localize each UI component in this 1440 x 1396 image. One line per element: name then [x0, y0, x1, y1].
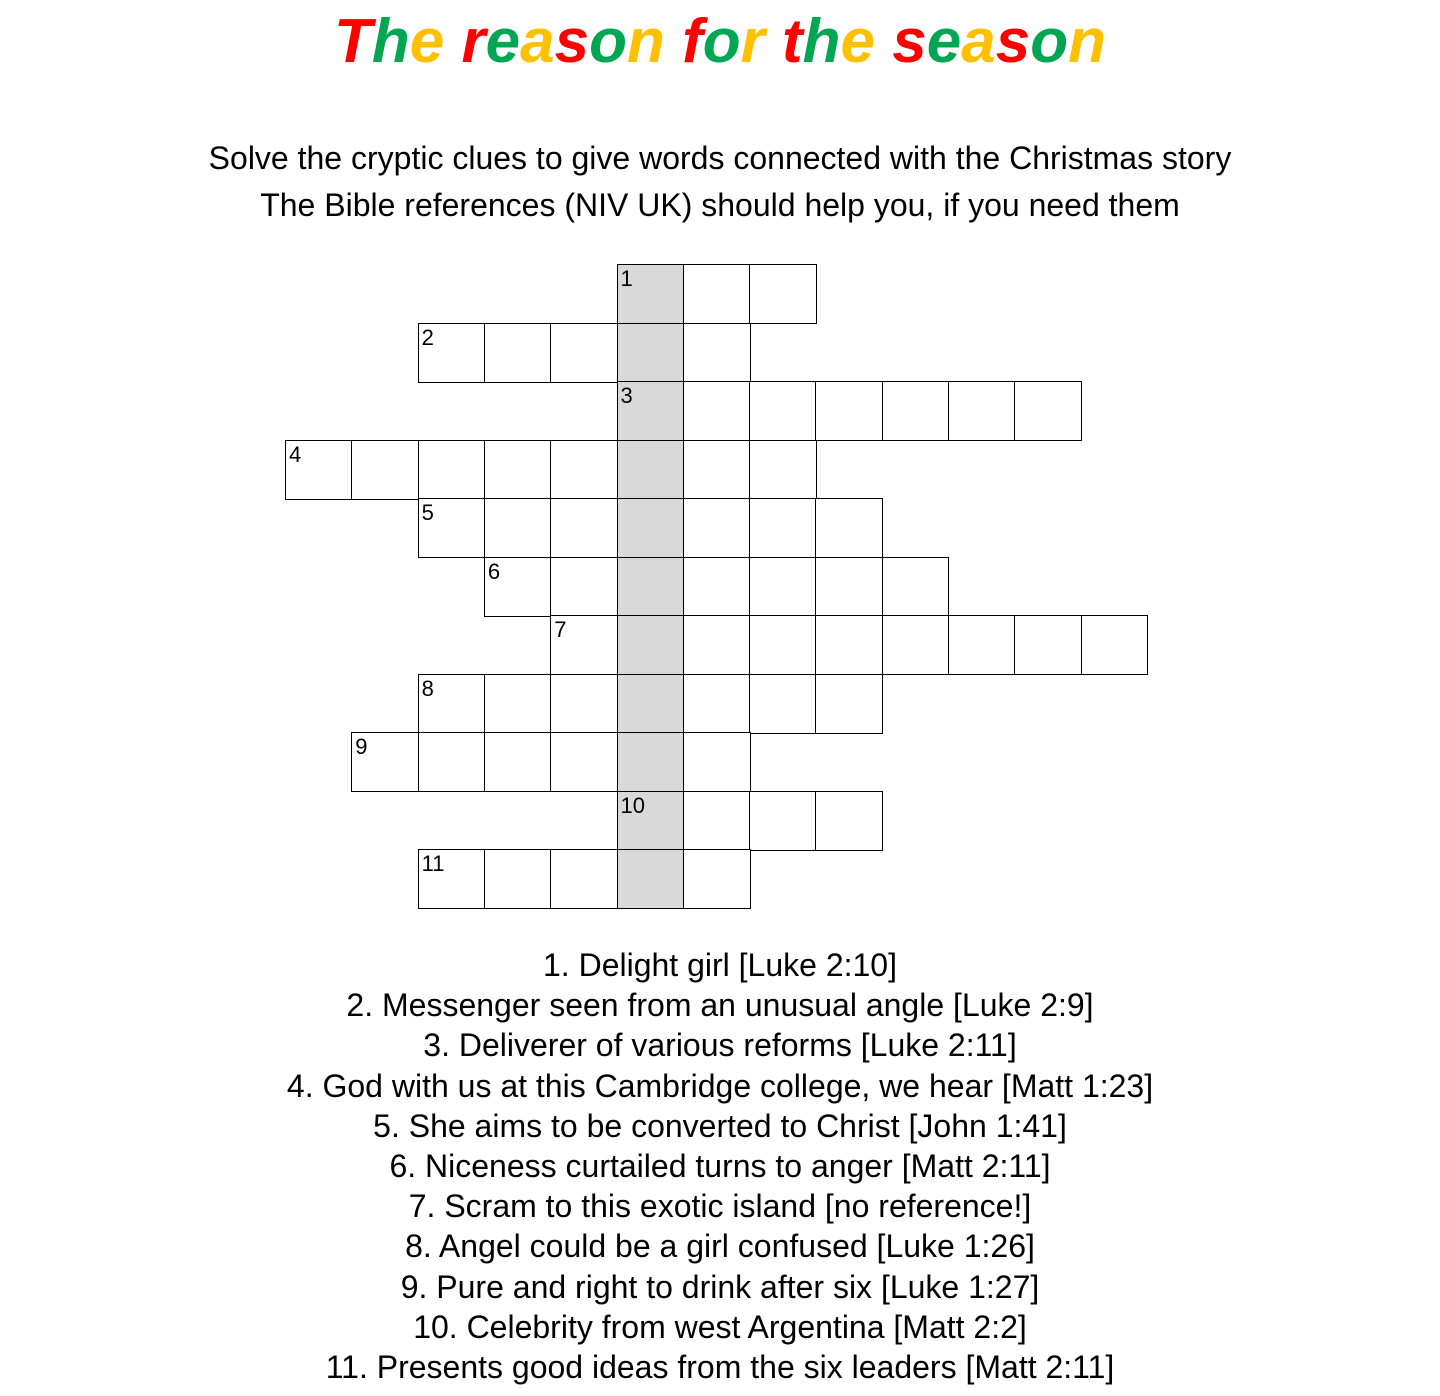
clue-item: 9. Pure and right to drink after six [Luke 1:27] [400, 1268, 1040, 1305]
clue-number: 3 [620, 383, 633, 408]
grid-cell[interactable] [550, 557, 618, 617]
grid-cell[interactable] [550, 615, 618, 675]
page-title [0, 4, 1440, 80]
grid-cell[interactable] [418, 498, 486, 558]
grid-cell[interactable] [550, 323, 618, 383]
grid-cell[interactable] [749, 381, 817, 441]
grid-cell[interactable] [351, 440, 419, 500]
title-letter [444, 7, 461, 76]
grid-cell[interactable] [815, 381, 883, 441]
intro-line: The Bible references (NIV UK) should help you, if you need them [260, 187, 1180, 223]
title-letter: a [520, 7, 555, 76]
grid-cell[interactable] [948, 615, 1016, 675]
grid-cell[interactable] [418, 440, 486, 500]
grid-cell[interactable] [749, 440, 817, 500]
grid-cell[interactable] [749, 264, 817, 324]
grid-cell-shaded[interactable] [617, 498, 685, 558]
grid-cell[interactable] [1081, 615, 1149, 675]
title-letter: T [334, 7, 372, 76]
grid-cell[interactable] [683, 264, 751, 324]
clue-item: 8. Angel could be a girl confused [Luke 1:26] [405, 1228, 1035, 1265]
title-letter: r [740, 7, 765, 76]
grid-cell[interactable] [683, 732, 751, 792]
title-letter: t [782, 7, 803, 76]
grid-cell[interactable] [550, 498, 618, 558]
grid-cell[interactable] [683, 849, 751, 909]
intro-text [0, 135, 1440, 229]
title-letter: n [1068, 7, 1106, 76]
grid-cell[interactable] [882, 557, 950, 617]
grid-cell[interactable] [484, 849, 552, 909]
title-letter: o [589, 7, 627, 76]
title-letter [765, 7, 782, 76]
grid-cell-shaded[interactable] [617, 849, 685, 909]
title-letter: s [892, 7, 927, 76]
grid-cell[interactable] [550, 440, 618, 500]
grid-cell[interactable] [815, 498, 883, 558]
grid-cell[interactable] [749, 498, 817, 558]
grid-cell-shaded[interactable] [617, 615, 685, 675]
grid-cell[interactable] [683, 381, 751, 441]
grid-cell[interactable] [683, 440, 751, 500]
grid-cell[interactable] [882, 615, 950, 675]
title-letter: o [702, 7, 741, 76]
grid-cell[interactable] [749, 557, 817, 617]
grid-cell[interactable] [550, 674, 618, 734]
grid-cell[interactable] [484, 557, 552, 617]
title-letter: e [840, 7, 876, 76]
title-letter: s [554, 7, 590, 76]
clue-number: 5 [421, 500, 434, 525]
title-letter: o [1030, 7, 1069, 76]
clue-number: 6 [487, 558, 501, 584]
clue-item: 11. Presents good ideas from the six leaders [Matt 2:11] [325, 1349, 1115, 1386]
grid-cell[interactable] [484, 440, 552, 500]
clue-item: 3. Deliverer of various reforms [Luke 2:11] [423, 1027, 1017, 1064]
grid-cell[interactable] [683, 791, 751, 851]
title-letter: h [371, 7, 410, 76]
clue-number: 9 [355, 734, 368, 759]
grid-cell[interactable] [1014, 381, 1082, 441]
grid-cell[interactable] [484, 674, 552, 734]
grid-cell[interactable] [815, 674, 883, 734]
grid-cell[interactable] [683, 674, 751, 734]
title-letter: f [682, 7, 703, 76]
grid-cell[interactable] [749, 791, 817, 851]
clue-item: 4. God with us at this Cambridge college, we hear [Matt 1:23] [286, 1067, 1154, 1104]
grid-cell[interactable] [484, 323, 552, 383]
clue-number: 2 [421, 324, 434, 350]
clue-number: 11 [421, 851, 445, 876]
title-letter: s [995, 7, 1031, 76]
title-letter: e [409, 7, 445, 76]
grid-cell[interactable] [683, 498, 751, 558]
clue-number: 7 [554, 617, 567, 642]
title-letter [875, 7, 892, 76]
clue-item: 5. She aims to be converted to Christ [John 1:41] [373, 1107, 1067, 1144]
grid-cell[interactable] [351, 732, 419, 792]
title-letter [665, 7, 682, 76]
clue-number: 4 [289, 441, 302, 467]
intro-line: Solve the cryptic clues to give words connected with the Christmas story [208, 140, 1232, 176]
grid-cell-shaded[interactable] [617, 674, 685, 734]
title-letter: e [926, 7, 962, 76]
grid-cell[interactable] [749, 615, 817, 675]
clue-number: 1 [620, 266, 633, 291]
grid-cell-shaded[interactable] [617, 557, 685, 617]
grid-cell-shaded[interactable] [617, 791, 685, 851]
grid-cell-shaded[interactable] [617, 264, 685, 324]
title-letter: e [485, 7, 521, 76]
grid-cell-shaded[interactable] [617, 440, 685, 500]
grid-cell[interactable] [948, 381, 1016, 441]
grid-cell[interactable] [484, 498, 552, 558]
grid-cell-shaded[interactable] [617, 732, 685, 792]
grid-cell-shaded[interactable] [617, 323, 685, 383]
grid-cell[interactable] [683, 557, 751, 617]
grid-cell[interactable] [418, 674, 486, 734]
clue-item: 6. Niceness curtailed turns to anger [Matt 2:11] [389, 1148, 1051, 1185]
title-letter: a [961, 7, 996, 76]
grid-cell[interactable] [683, 323, 751, 383]
grid-cell[interactable] [550, 732, 618, 792]
clue-number: 8 [421, 675, 434, 701]
clue-item: 10. Celebrity from west Argentina [Matt 2:2] [413, 1308, 1027, 1345]
grid-cell[interactable] [418, 849, 486, 909]
grid-cell[interactable] [285, 440, 353, 500]
grid-cell[interactable] [1014, 615, 1082, 675]
grid-cell[interactable] [550, 849, 618, 909]
clue-item: 2. Messenger seen from an unusual angle [Luke 2:9] [346, 987, 1094, 1024]
clue-item: 7. Scram to this exotic island [no reference!] [408, 1188, 1032, 1225]
grid-cell[interactable] [882, 381, 950, 441]
grid-cell[interactable] [815, 557, 883, 617]
title-letter: h [802, 7, 841, 76]
title-letter: r [461, 7, 486, 76]
grid-cell[interactable] [815, 791, 883, 851]
grid-cell[interactable] [418, 732, 486, 792]
clue-list [0, 945, 1440, 1387]
grid-cell[interactable] [749, 674, 817, 734]
grid-cell[interactable] [418, 323, 486, 383]
grid-cell[interactable] [683, 615, 751, 675]
grid-cell[interactable] [815, 615, 883, 675]
grid-cell[interactable] [484, 732, 552, 792]
title-letter: n [626, 7, 665, 76]
grid-cell-shaded[interactable] [617, 381, 685, 441]
clue-item: 1. Delight girl [Luke 2:10] [543, 947, 897, 983]
clue-number: 10 [620, 792, 645, 818]
